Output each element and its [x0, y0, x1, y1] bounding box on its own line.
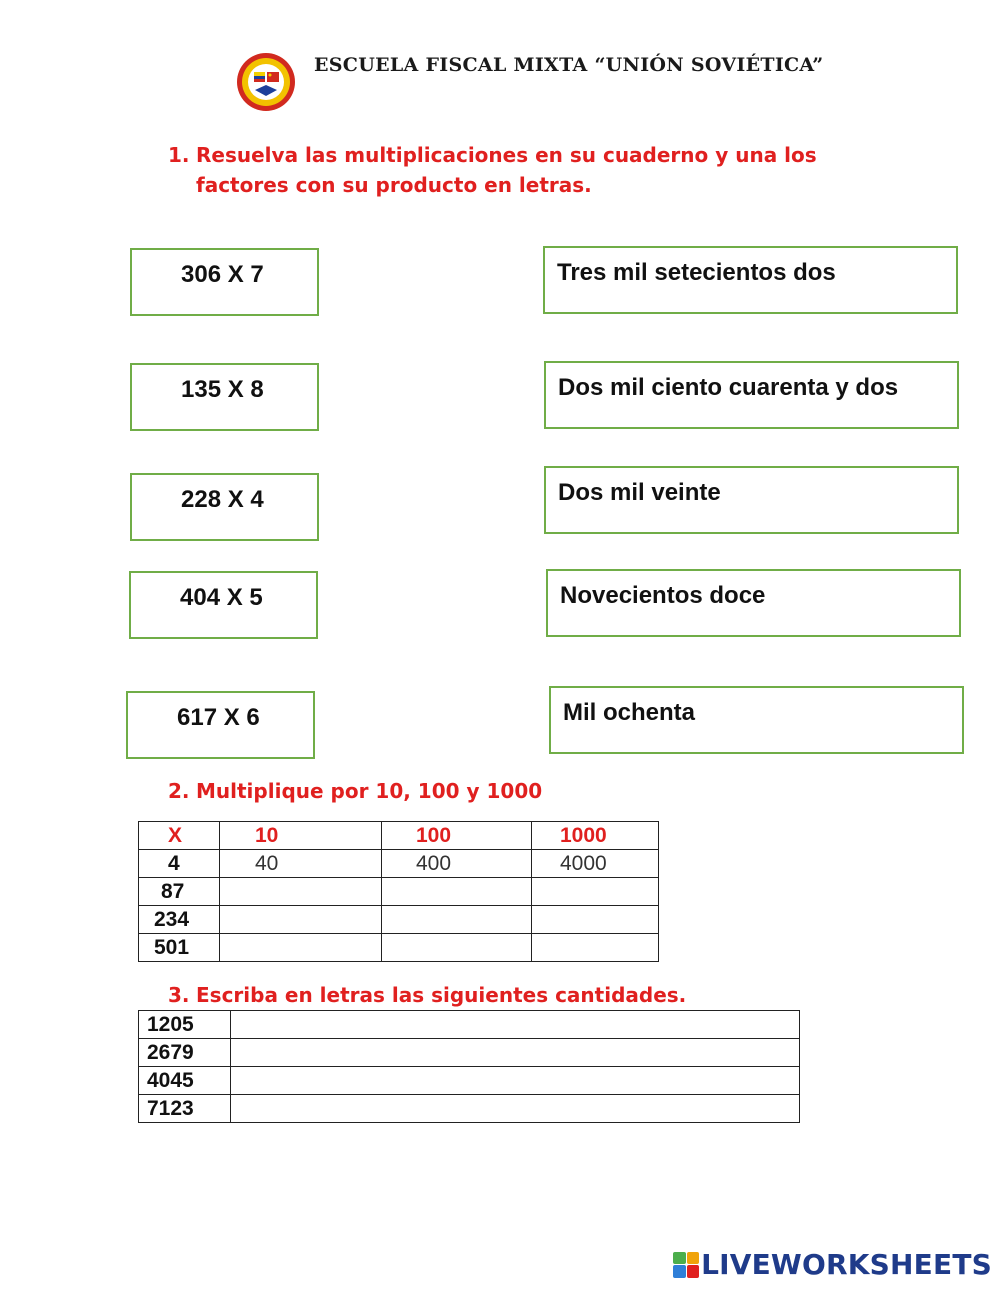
- answer-cell[interactable]: 40: [220, 850, 382, 878]
- quantity-number: 4045: [139, 1067, 231, 1095]
- answer-cell[interactable]: [231, 1095, 800, 1123]
- factor-label: 306 X 7: [181, 261, 264, 288]
- product-label: Dos mil ciento cuarenta y dos: [558, 374, 899, 401]
- instruction-1-number: 1.: [168, 143, 190, 167]
- product-label: Mil ochenta: [563, 699, 696, 726]
- product-label: Tres mil setecientos dos: [557, 259, 836, 286]
- quantity-number: 7123: [139, 1095, 231, 1123]
- answer-cell[interactable]: [532, 934, 659, 962]
- table-row: [139, 934, 659, 962]
- instruction-1-line1: Resuelva las multiplicaciones en su cuaderno y una los: [196, 143, 817, 167]
- table-row: [139, 906, 659, 934]
- answer-cell[interactable]: [220, 878, 382, 906]
- factor-box[interactable]: [130, 248, 319, 316]
- factor-label: 404 X 5: [180, 584, 263, 611]
- product-box[interactable]: [549, 686, 964, 754]
- table-row: [139, 878, 659, 906]
- answer-cell[interactable]: [231, 1067, 800, 1095]
- words-table: [138, 1010, 800, 1123]
- answer-cell[interactable]: [532, 878, 659, 906]
- answer-cell[interactable]: [382, 934, 532, 962]
- instruction-3-number: 3.: [168, 983, 190, 1007]
- header-x: X: [139, 822, 220, 850]
- factor-box[interactable]: [130, 473, 319, 541]
- factor-label: 228 X 4: [181, 486, 264, 513]
- brand-icon: [673, 1252, 699, 1278]
- row-number: 4: [139, 850, 220, 878]
- factor-label: 617 X 6: [177, 704, 260, 731]
- header-10: 10: [220, 822, 382, 850]
- table-header-row: [139, 822, 659, 850]
- answer-cell[interactable]: 4000: [532, 850, 659, 878]
- school-logo: [235, 52, 297, 112]
- brand-name: LIVEWORKSHEETS: [701, 1248, 992, 1281]
- liveworksheets-logo: [673, 1248, 992, 1281]
- instruction-2-text: Multiplique por 10, 100 y 1000: [196, 779, 543, 803]
- row-number: 501: [139, 934, 220, 962]
- instruction-3: [168, 983, 686, 1007]
- instruction-3-text: Escriba en letras las siguientes cantidades.: [196, 983, 687, 1007]
- product-box[interactable]: [546, 569, 961, 637]
- table-row: [139, 1067, 800, 1095]
- answer-cell[interactable]: [382, 906, 532, 934]
- instruction-1: [168, 143, 817, 197]
- instruction-1-line2: factores con su producto en letras.: [196, 173, 592, 197]
- answer-cell[interactable]: [231, 1011, 800, 1039]
- answer-cell[interactable]: [231, 1039, 800, 1067]
- product-box[interactable]: [543, 246, 958, 314]
- instruction-2: [168, 779, 542, 803]
- answer-cell[interactable]: [532, 906, 659, 934]
- factor-label: 135 X 8: [181, 376, 264, 403]
- factor-box[interactable]: [129, 571, 318, 639]
- answer-cell[interactable]: [382, 878, 532, 906]
- product-label: Novecientos doce: [560, 582, 766, 609]
- product-box[interactable]: [544, 361, 959, 429]
- multiply-table: [138, 821, 659, 962]
- quantity-number: 2679: [139, 1039, 231, 1067]
- factor-box[interactable]: [126, 691, 315, 759]
- school-name: ESCUELA FISCAL MIXTA “UNIÓN SOVIÉTICA”: [314, 54, 824, 76]
- header-1000: 1000: [532, 822, 659, 850]
- answer-cell[interactable]: [220, 906, 382, 934]
- factor-box[interactable]: [130, 363, 319, 431]
- product-label: Dos mil veinte: [558, 479, 721, 506]
- table-row: [139, 1011, 800, 1039]
- header-100: 100: [382, 822, 532, 850]
- answer-cell[interactable]: [220, 934, 382, 962]
- row-number: 87: [139, 878, 220, 906]
- table-row: [139, 1095, 800, 1123]
- quantity-number: 1205: [139, 1011, 231, 1039]
- answer-cell[interactable]: 400: [382, 850, 532, 878]
- table-row: [139, 850, 659, 878]
- instruction-2-number: 2.: [168, 779, 190, 803]
- table-row: [139, 1039, 800, 1067]
- row-number: 234: [139, 906, 220, 934]
- product-box[interactable]: [544, 466, 959, 534]
